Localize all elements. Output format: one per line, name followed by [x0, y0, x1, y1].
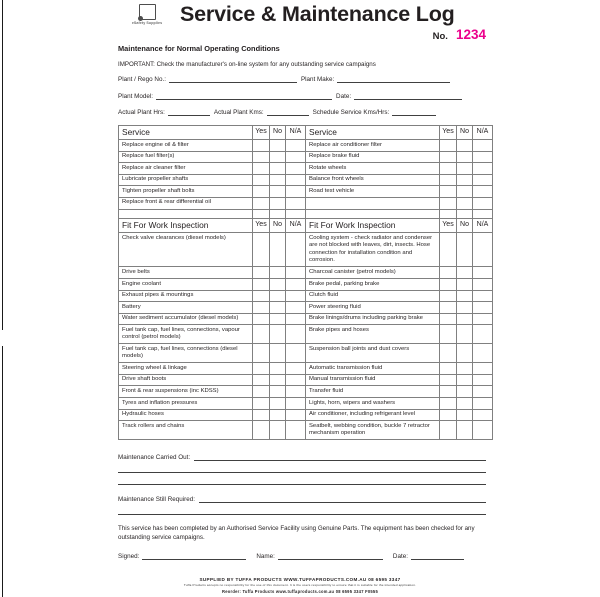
service-no-cell-right[interactable] [457, 151, 473, 163]
inspection-no-cell-left[interactable] [270, 279, 286, 291]
inspection-na-cell-right[interactable] [473, 313, 493, 325]
inspection-no-cell-right[interactable] [457, 374, 473, 386]
document-header [118, 0, 486, 40]
inspection-na-cell-left[interactable] [286, 313, 306, 325]
inspection-no-cell-left[interactable] [270, 290, 286, 302]
inspection-yes-cell-right[interactable] [440, 374, 457, 386]
page-left-edge-upper [2, 0, 3, 330]
service-yes-cell-left[interactable] [253, 197, 270, 209]
plant-rego-no-input[interactable] [169, 75, 297, 83]
table-row [119, 290, 493, 302]
inspection-no-cell-left[interactable] [270, 363, 286, 375]
separator-cell [473, 209, 493, 218]
inspection-yes-cell-left[interactable] [253, 290, 270, 302]
inspection-task-left: Front & rear suspensions (inc KDSS) [119, 386, 253, 398]
actual-plant-hrs-label: Actual Plant Hrs: [118, 109, 165, 116]
inspection-task-right: Air conditioner, including refrigerant level [306, 409, 440, 421]
inspection-na-cell-left[interactable] [286, 409, 306, 421]
serial-number-label: No. [432, 31, 448, 42]
inspection-task-right: Manual transmission fluid [306, 374, 440, 386]
plant-make-input[interactable] [337, 75, 450, 83]
inspection-task-left: Drive shaft boots [119, 374, 253, 386]
inspection-na-cell-left[interactable] [286, 233, 306, 267]
maintenance-carried-out-label: Maintenance Carried Out: [118, 454, 191, 462]
inspection-yes-cell-left[interactable] [253, 409, 270, 421]
inspection-task-left: Steering wheel & linkage [119, 363, 253, 375]
declaration-text: This service has been completed by an Authorised Service Facility using Genuine Parts. The equipment has been checked for any outstanding service campaigns. [118, 525, 475, 542]
service-task-left: Replace front & rear differential oil [119, 197, 253, 209]
service-no-cell-left[interactable] [270, 140, 286, 152]
service-na-cell-right[interactable] [473, 140, 493, 152]
inspection-yes-cell-right[interactable] [440, 267, 457, 279]
inspection-no-cell-left[interactable] [270, 374, 286, 386]
inspection-no-cell-left[interactable] [270, 302, 286, 314]
service-na-cell-left[interactable] [286, 174, 306, 186]
inspection-na-cell-right[interactable] [473, 386, 493, 398]
table-row [119, 421, 493, 440]
inspection-task-right: Lights, horn, wipers and washers [306, 398, 440, 410]
inspection-na-cell-left[interactable] [286, 302, 306, 314]
service-task-right: Replace air conditioner filter [306, 140, 440, 152]
inspection-task-right: Brake pipes and hoses [306, 325, 440, 344]
service-yes-cell-right[interactable] [440, 186, 457, 198]
inspection-no-cell-right[interactable] [457, 267, 473, 279]
inspection-task-right: Automatic transmission fluid [306, 363, 440, 375]
page-left-edge-lower [2, 346, 3, 597]
inspection-na-cell-right[interactable] [473, 409, 493, 421]
plant-rego-no-label: Plant / Rego No.: [118, 76, 166, 83]
inspection-yes-cell-left[interactable] [253, 313, 270, 325]
signature-date-input[interactable] [411, 552, 464, 560]
service-yes-cell-left[interactable] [253, 140, 270, 152]
service-no-cell-left[interactable] [270, 163, 286, 175]
inspection-no-cell-right[interactable] [457, 409, 473, 421]
maintenance-still-required-label: Maintenance Still Required: [118, 496, 196, 504]
table-row [119, 186, 493, 198]
plant-model-label: Plant Model: [118, 92, 154, 100]
inspection-yes-cell-left[interactable] [253, 421, 270, 440]
service-yes-cell-left[interactable] [253, 163, 270, 175]
footer-reorder-line: Reorder: Tuffa Products www.tuffaproducts.com.au 08 6595 3347 F0555 [222, 589, 378, 594]
field-row-2 [118, 92, 486, 100]
service-yes-cell-left[interactable] [253, 174, 270, 186]
inspection-na-cell-left[interactable] [286, 344, 306, 363]
inspection-na-cell-right[interactable] [473, 421, 493, 440]
name-input[interactable] [278, 552, 383, 560]
inspection-yes-cell-right[interactable] [440, 325, 457, 344]
service-col-na-right: N/A [473, 125, 493, 140]
service-no-cell-left[interactable] [270, 197, 286, 209]
maintenance-notes [118, 453, 486, 515]
subtitle: Maintenance for Normal Operating Conditions [118, 44, 280, 53]
inspection-yes-cell-left[interactable] [253, 302, 270, 314]
inspection-no-cell-right[interactable] [457, 290, 473, 302]
service-no-cell-right[interactable] [457, 174, 473, 186]
plant-details-fields [118, 75, 486, 116]
inspection-task-left: Fuel tank cap, fuel lines, connections (diesel models) [119, 344, 253, 363]
service-na-cell-right[interactable] [473, 197, 493, 209]
inspection-no-cell-left[interactable] [270, 398, 286, 410]
table-row [119, 409, 493, 421]
service-na-cell-left[interactable] [286, 186, 306, 198]
service-header-row [119, 125, 493, 140]
inspection-no-cell-left[interactable] [270, 386, 286, 398]
inspection-no-cell-right[interactable] [457, 325, 473, 344]
footer-disclaimer-line: Tuffa Products accepts no responsibility for the use of this document. It is the users responsibility to ensure that it is suitable for the intended application. [183, 583, 417, 587]
service-col-no-left: No [270, 125, 286, 140]
page-footer [0, 577, 600, 595]
service-yes-cell-right[interactable] [440, 163, 457, 175]
service-col-task-right: Service [306, 125, 440, 140]
inspection-na-cell-left[interactable] [286, 374, 306, 386]
separator-cell [457, 209, 473, 218]
separator-cell [306, 209, 440, 218]
inspection-task-left: Exhaust pipes & mountings [119, 290, 253, 302]
date-input[interactable] [354, 92, 462, 100]
inspection-yes-cell-left[interactable] [253, 398, 270, 410]
inspection-task-right: Seatbelt, webbing condition, buckle 7 retractor mechanism operation [306, 421, 440, 440]
inspection-na-cell-right[interactable] [473, 290, 493, 302]
inspection-yes-cell-left[interactable] [253, 386, 270, 398]
inspection-col-task-right: Fit For Work Inspection [306, 218, 440, 233]
actual-plant-kms-input[interactable] [267, 108, 309, 116]
inspection-yes-cell-right[interactable] [440, 302, 457, 314]
inspection-no-cell-left[interactable] [270, 344, 286, 363]
maintenance-carried-out-line-3[interactable] [118, 483, 486, 485]
service-task-left: Replace engine oil & filter [119, 140, 253, 152]
signed-input[interactable] [142, 552, 246, 560]
separator-cell [440, 209, 457, 218]
plant-make-label: Plant Make: [300, 76, 335, 83]
service-na-cell-left[interactable] [286, 197, 306, 209]
inspection-no-cell-left[interactable] [270, 409, 286, 421]
inspection-task-left: Drive belts [119, 267, 253, 279]
maintenance-still-required-row [118, 495, 486, 503]
inspection-yes-cell-right[interactable] [440, 363, 457, 375]
service-na-cell-right[interactable] [473, 186, 493, 198]
signature-date-label: Date: [392, 553, 408, 561]
inspection-na-cell-right[interactable] [473, 325, 493, 344]
inspection-task-right: Charcoal canister (petrol models) [306, 267, 440, 279]
service-task-left: Lubricate propeller shafts [119, 174, 253, 186]
table-row [119, 174, 493, 186]
inspection-na-cell-left[interactable] [286, 421, 306, 440]
inspection-na-cell-left[interactable] [286, 386, 306, 398]
table-row [119, 197, 493, 209]
service-task-right [306, 197, 440, 209]
separator-cell [119, 209, 253, 218]
actual-plant-hrs-input[interactable] [168, 108, 210, 116]
maintenance-still-required-input[interactable] [199, 495, 486, 503]
service-yes-cell-right[interactable] [440, 151, 457, 163]
inspection-task-left: Battery [119, 302, 253, 314]
service-yes-cell-right[interactable] [440, 140, 457, 152]
inspection-task-right: Brake pedal, parking brake [306, 279, 440, 291]
service-no-cell-right[interactable] [457, 140, 473, 152]
table-row [119, 313, 493, 325]
actual-plant-kms-label: Actual Plant Kms: [213, 109, 264, 116]
inspection-yes-cell-right[interactable] [440, 398, 457, 410]
inspection-task-left: Fuel tank cap, fuel lines, connections, vapour control (petrol models) [119, 325, 253, 344]
service-no-cell-left[interactable] [270, 151, 286, 163]
inspection-no-cell-right[interactable] [457, 386, 473, 398]
inspection-task-right: Cooling system - check radiator and condenser are not blocked with leaves, dirt, insects. Hose connection for installation condition and corrosion. [306, 233, 440, 267]
service-no-cell-left[interactable] [270, 174, 286, 186]
inspection-no-cell-right[interactable] [457, 313, 473, 325]
inspection-header-row [119, 218, 493, 233]
form-sheet [118, 0, 489, 561]
inspection-yes-cell-right[interactable] [440, 290, 457, 302]
inspection-yes-cell-left[interactable] [253, 344, 270, 363]
table-row [119, 163, 493, 175]
inspection-col-yes-right: Yes [440, 218, 457, 233]
service-na-cell-left[interactable] [286, 140, 306, 152]
inspection-task-right: Brake linings/drums including parking brake [306, 313, 440, 325]
field-row-1 [118, 75, 486, 83]
service-task-left: Replace air cleaner filter [119, 163, 253, 175]
table-row [119, 363, 493, 375]
inspection-task-left: Hydraulic hoses [119, 409, 253, 421]
separator-cell [270, 209, 286, 218]
service-log-tables [118, 125, 493, 441]
service-yes-cell-right[interactable] [440, 174, 457, 186]
service-col-yes-right: Yes [440, 125, 457, 140]
separator-cell [286, 209, 306, 218]
inspection-yes-cell-left[interactable] [253, 233, 270, 267]
inspection-col-no-right: No [457, 218, 473, 233]
inspection-no-cell-left[interactable] [270, 421, 286, 440]
schedule-service-label: Schedule Service Kms/Hrs: [312, 109, 390, 116]
signature-row [118, 552, 486, 560]
document-corner-icon [139, 4, 156, 20]
service-na-cell-left[interactable] [286, 163, 306, 175]
inspection-yes-cell-right[interactable] [440, 421, 457, 440]
inspection-yes-cell-right[interactable] [440, 386, 457, 398]
inspection-no-cell-right[interactable] [457, 421, 473, 440]
table-row [119, 140, 493, 152]
inspection-yes-cell-right[interactable] [440, 233, 457, 267]
inspection-task-right: Transfer fluid [306, 386, 440, 398]
page-title: Service & Maintenance Log [180, 2, 455, 26]
inspection-yes-cell-right[interactable] [440, 313, 457, 325]
inspection-na-cell-left[interactable] [286, 363, 306, 375]
inspection-task-right: Clutch fluid [306, 290, 440, 302]
inspection-na-cell-right[interactable] [473, 363, 493, 375]
table-row [119, 233, 493, 267]
service-yes-cell-right[interactable] [440, 197, 457, 209]
service-task-right: Road test vehicle [306, 186, 440, 198]
inspection-yes-cell-left[interactable] [253, 363, 270, 375]
signed-label: Signed: [118, 553, 140, 561]
inspection-col-na-left: N/A [286, 218, 306, 233]
service-na-cell-right[interactable] [473, 174, 493, 186]
inspection-na-cell-right[interactable] [473, 374, 493, 386]
maintenance-carried-out-input[interactable] [194, 453, 486, 461]
inspection-task-left: Track rollers and chains [119, 421, 253, 440]
service-no-cell-right[interactable] [457, 186, 473, 198]
separator-cell [253, 209, 270, 218]
inspection-col-yes-left: Yes [253, 218, 270, 233]
inspection-na-cell-left[interactable] [286, 398, 306, 410]
inspection-na-cell-right[interactable] [473, 398, 493, 410]
inspection-na-cell-left[interactable] [286, 279, 306, 291]
inspection-no-cell-left[interactable] [270, 325, 286, 344]
inspection-na-cell-right[interactable] [473, 302, 493, 314]
service-na-cell-right[interactable] [473, 163, 493, 175]
maintenance-carried-out-row [118, 453, 486, 461]
inspection-no-cell-left[interactable] [270, 313, 286, 325]
logo-wordmark: eSafety Supplies [131, 21, 163, 25]
serial-number-block [433, 26, 486, 44]
table-row [119, 344, 493, 363]
inspection-task-left: Tyres and inflation pressures [119, 398, 253, 410]
inspection-na-cell-right[interactable] [473, 279, 493, 291]
service-yes-cell-left[interactable] [253, 151, 270, 163]
inspection-yes-cell-right[interactable] [440, 409, 457, 421]
inspection-no-cell-right[interactable] [457, 233, 473, 267]
inspection-task-left: Water sediment accumulator (diesel models) [119, 313, 253, 325]
inspection-no-cell-right[interactable] [457, 398, 473, 410]
name-label: Name: [256, 553, 275, 561]
inspection-no-cell-right[interactable] [457, 363, 473, 375]
inspection-na-cell-left[interactable] [286, 325, 306, 344]
table-separator-row [119, 209, 493, 218]
important-notice: IMPORTANT: Check the manufacturer's on-line system for any outstanding service campaigns [118, 61, 376, 68]
inspection-no-cell-left[interactable] [270, 233, 286, 267]
service-task-left: Tighten propeller shaft bolts [119, 186, 253, 198]
inspection-task-right: Power steering fluid [306, 302, 440, 314]
service-no-cell-right[interactable] [457, 197, 473, 209]
inspection-task-left: Check valve clearances (diesel models) [119, 233, 253, 267]
date-label: Date: [336, 92, 352, 100]
inspection-yes-cell-right[interactable] [440, 344, 457, 363]
inspection-col-no-left: No [270, 218, 286, 233]
table-row [119, 267, 493, 279]
inspection-yes-cell-left[interactable] [253, 325, 270, 344]
inspection-yes-cell-left[interactable] [253, 374, 270, 386]
inspection-na-cell-left[interactable] [286, 290, 306, 302]
company-logo [118, 4, 176, 25]
service-col-yes-left: Yes [253, 125, 270, 140]
table-row [119, 325, 493, 344]
inspection-na-cell-right[interactable] [473, 233, 493, 267]
serial-number-value: 1234 [455, 27, 486, 42]
service-na-cell-right[interactable] [473, 151, 493, 163]
service-yes-cell-left[interactable] [253, 186, 270, 198]
plant-model-input[interactable] [156, 92, 332, 100]
inspection-no-cell-left[interactable] [270, 267, 286, 279]
inspection-task-left: Engine coolant [119, 279, 253, 291]
table-row [119, 151, 493, 163]
service-task-right: Replace brake fluid [306, 151, 440, 163]
table-row [119, 302, 493, 314]
service-task-left: Replace fuel filter(s) [119, 151, 253, 163]
table-row [119, 279, 493, 291]
service-col-na-left: N/A [286, 125, 306, 140]
service-na-cell-left[interactable] [286, 151, 306, 163]
inspection-no-cell-right[interactable] [457, 302, 473, 314]
service-no-cell-right[interactable] [457, 163, 473, 175]
maintenance-still-required-line-2[interactable] [118, 513, 486, 515]
inspection-yes-cell-right[interactable] [440, 279, 457, 291]
footer-supplier-line: SUPPLIED BY TUFFA PRODUCTS WWW.TUFFAPRODUCTS.COM.AU 08 6595 3347 [199, 576, 401, 582]
inspection-col-task-left: Fit For Work Inspection [119, 218, 253, 233]
inspection-na-cell-left[interactable] [286, 267, 306, 279]
inspection-task-right: Suspension ball joints and dust covers [306, 344, 440, 363]
service-task-right: Balance front wheels [306, 174, 440, 186]
inspection-no-cell-right[interactable] [457, 279, 473, 291]
inspection-na-cell-right[interactable] [473, 344, 493, 363]
service-col-task-left: Service [119, 125, 253, 140]
service-task-right: Rotate wheels [306, 163, 440, 175]
inspection-col-na-right: N/A [473, 218, 493, 233]
table-row [119, 398, 493, 410]
inspection-yes-cell-left[interactable] [253, 279, 270, 291]
inspection-na-cell-right[interactable] [473, 267, 493, 279]
schedule-service-input[interactable] [392, 108, 436, 116]
service-no-cell-left[interactable] [270, 186, 286, 198]
service-col-no-right: No [457, 125, 473, 140]
field-row-3 [118, 108, 486, 116]
inspection-no-cell-right[interactable] [457, 344, 473, 363]
table-row [119, 386, 493, 398]
inspection-yes-cell-left[interactable] [253, 267, 270, 279]
maintenance-carried-out-line-2[interactable] [118, 471, 486, 473]
table-row [119, 374, 493, 386]
